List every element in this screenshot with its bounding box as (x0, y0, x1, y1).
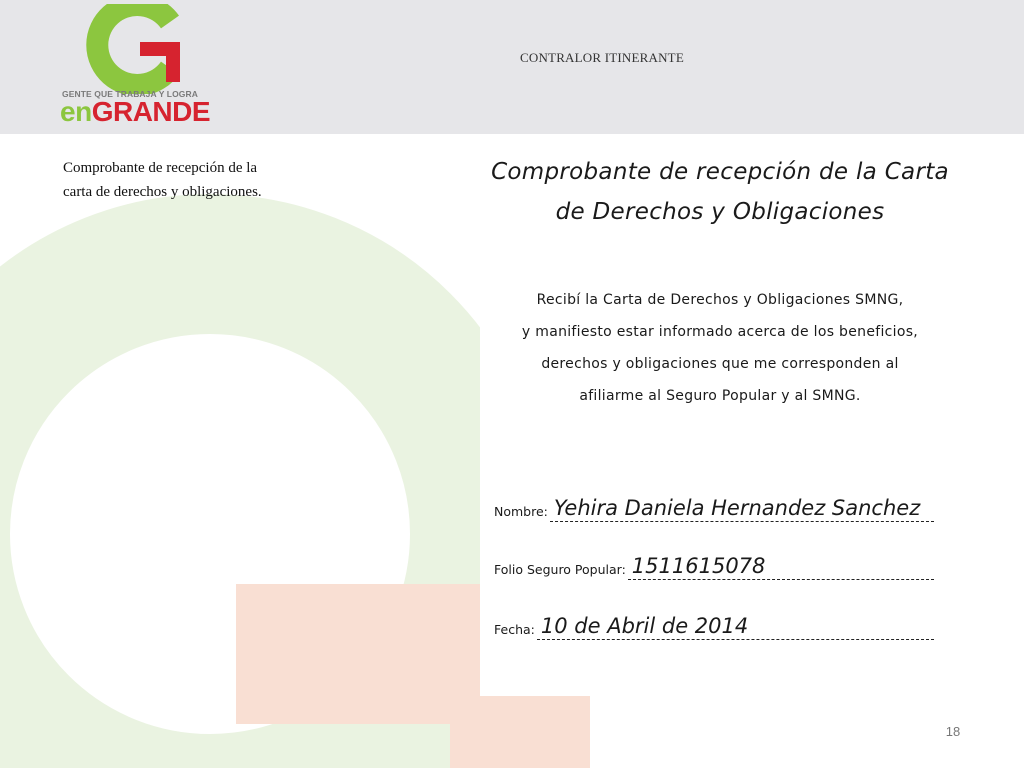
date-value: 10 de Abril de 2014 (537, 613, 934, 640)
document-body-line-1: Recibí la Carta de Derechos y Obligaciones SMNG, (536, 292, 904, 308)
deco-peach-block-left (236, 584, 486, 724)
document-body-line-4: afiliarme al Seguro Popular y al SMNG. (579, 388, 861, 404)
name-label: Nombre: (494, 504, 548, 519)
logo-wordmark (60, 96, 210, 128)
date-label: Fecha: (494, 622, 535, 637)
caption-line-1: Comprobante de recepción de la (63, 160, 258, 176)
date-field (494, 610, 934, 640)
engrande-logo (58, 4, 218, 126)
slide-caption (63, 156, 363, 204)
document-body (490, 284, 950, 412)
g-logo-icon (58, 4, 218, 94)
caption-line-2: carta de derechos y obligaciones. (63, 184, 262, 200)
document-body-line-2: y manifiesto estar informado acerca de los beneficios, (521, 324, 919, 340)
logo-tagline: GENTE QUE TRABAJA Y LOGRA (62, 89, 198, 99)
name-value: Yehira Daniela Hernandez Sanchez (550, 495, 934, 522)
logo-word-grande: GRANDE (91, 96, 211, 127)
page-number: 18 (945, 724, 961, 739)
folio-value: 1511615078 (628, 553, 934, 580)
scanned-receipt-document (480, 134, 960, 696)
document-heading-line-1: Comprobante de recepción de la Carta (491, 159, 949, 185)
folio-label: Folio Seguro Popular: (494, 562, 626, 577)
document-heading-line-2: de Derechos y Obligaciones (555, 199, 885, 225)
deco-peach-block-bottom (450, 694, 590, 768)
document-heading (480, 152, 960, 232)
name-field (494, 492, 934, 522)
header-title: CONTRALOR ITINERANTE (520, 50, 684, 65)
document-body-line-3: derechos y obligaciones que me corresponden al (541, 356, 899, 372)
logo-word-en: en (60, 96, 92, 127)
folio-field (494, 550, 934, 580)
